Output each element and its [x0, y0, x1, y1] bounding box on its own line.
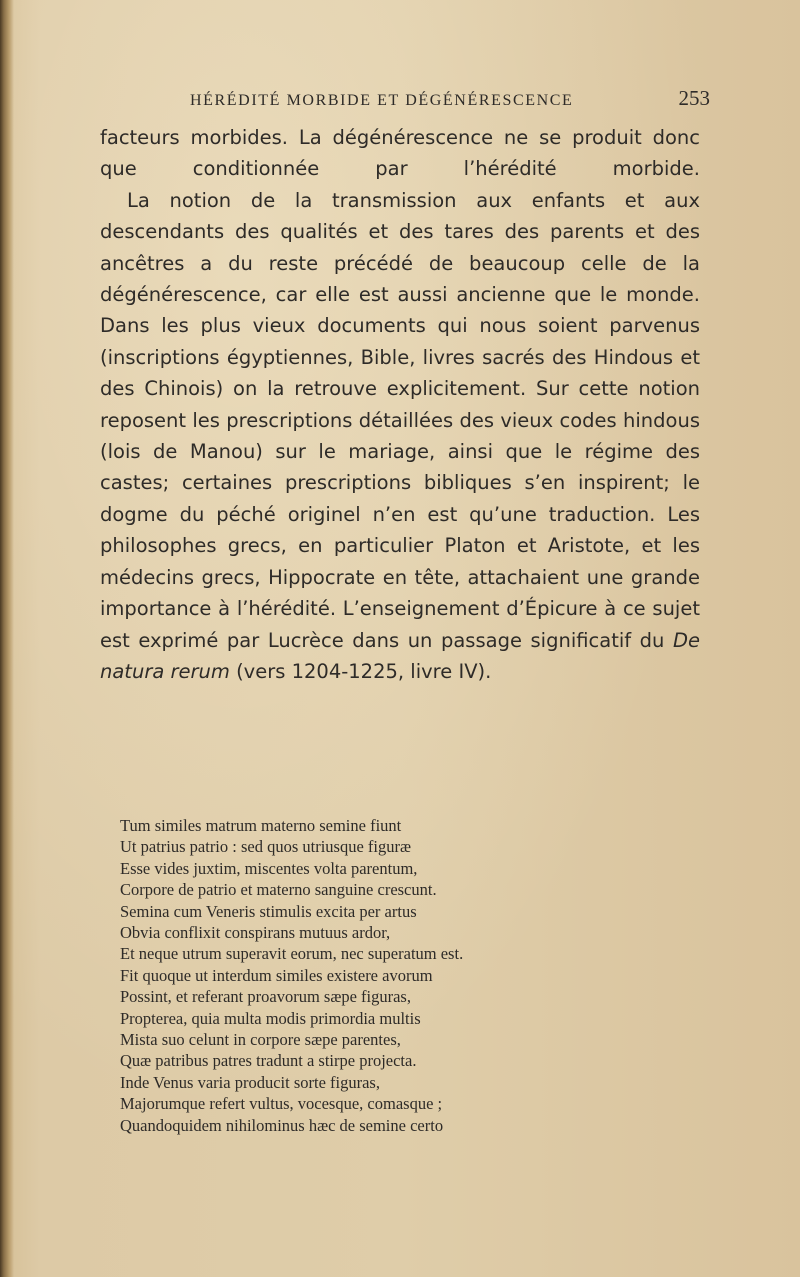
- paragraph-2-end: (vers 1204-1225, livre IV).: [236, 659, 492, 683]
- verse-line: Propterea, quia multa modis primordia multis: [120, 1008, 421, 1028]
- verse-line: Corpore de patrio et materno sanguine crescunt.: [120, 880, 437, 900]
- body-text: [100, 122, 700, 687]
- verse-line: Fit quoque ut interdum similes existere avorum: [120, 965, 433, 985]
- verse-line: Obvia conflixit conspirans mutuus ardor,: [120, 923, 391, 943]
- latin-quotation: [120, 815, 640, 1136]
- verse-line: Ut patrius patrio : sed quos utriusque figuræ: [120, 837, 412, 857]
- verse-line: Et neque utrum superavit eorum, nec superatum est.: [120, 944, 464, 964]
- verse-line: Quandoquidem nihilominus hæc de semine certo: [120, 1115, 444, 1135]
- page-number: 253: [678, 86, 710, 110]
- paragraph-1: facteurs morbides. La dégénérescence ne se produit donc que conditionnée par l’hérédité morbide.: [100, 126, 700, 181]
- header-title: HÉRÉDITÉ MORBIDE ET DÉGÉNÉRESCENCE: [190, 92, 574, 109]
- verse-line: Esse vides juxtim, miscentes volta parentum,: [120, 858, 418, 878]
- verse-line: Quæ patribus patres tradunt a stirpe projecta.: [120, 1051, 417, 1071]
- verse-line: Inde Venus varia producit sorte figuras,: [120, 1072, 380, 1092]
- running-header: [190, 86, 710, 116]
- paragraph-2-text: La notion de la transmission aux enfants et aux descendants des qualités et des tares des parents et des ancêtres a du reste précédé de beaucoup celle de la dégénérescence, car elle est aussi ancienne que le monde. Dans les plus vieux documents qui nous soient parvenus (inscriptions égyptiennes, Bible, livres sacrés des Hindous et des Chinois) on la retrouve explicitement. Sur cette notion reposent les prescriptions détaillées des vieux codes hindous (lois de Manou) sur le mariage, ainsi que le régime des castes; certaines prescriptions bibliques s’en inspirent; le dogme du péché originel n’en est qu’une traduction. Les philosophes grecs, en particulier Platon et Aristote, et les médecins grecs, Hippocrate en tête, attachaient une grande importance à l’hérédité. L’enseignement d’Épicure à ce sujet est exprimé par Lucrèce dans un passage significatif du: [100, 188, 700, 652]
- paragraph-2: [100, 185, 700, 688]
- verse-line: Mista suo celunt in corpore sæpe parentes,: [120, 1030, 401, 1050]
- verse-line: Majorumque refert vultus, vocesque, comasque ;: [120, 1094, 443, 1114]
- work-title: De natura rerum: [100, 628, 700, 683]
- book-spine-edge: [0, 0, 14, 1277]
- verse-line: Possint, et referant proavorum sæpe figuras,: [120, 987, 411, 1007]
- verse-line: Semina cum Veneris stimulis excita per artus: [120, 901, 417, 921]
- verse-line: Tum similes matrum materno semine fiunt: [120, 816, 402, 835]
